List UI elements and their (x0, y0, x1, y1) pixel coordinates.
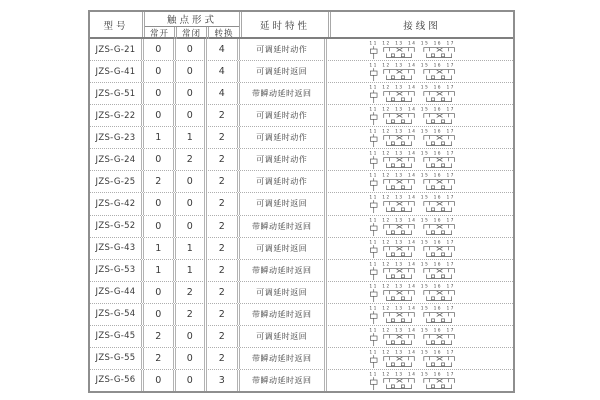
wiring-diagram-cell (327, 326, 513, 347)
table-row (90, 260, 513, 282)
terminal-numbers: 11 12 13 14 15 16 17 (369, 63, 454, 69)
contact-group-2 (424, 268, 455, 278)
changeover-count-cell: 2 (207, 216, 239, 237)
table-row (90, 348, 513, 370)
normally-closed-count-cell: 0 (176, 105, 207, 126)
contact-group-2 (424, 202, 455, 212)
terminal-numbers: 11 12 13 14 15 16 17 (369, 152, 454, 158)
table-row (90, 83, 513, 105)
coil-symbol (370, 68, 377, 81)
changeover-count-cell: 2 (207, 127, 239, 148)
normally-closed-count-cell: 2 (176, 304, 207, 325)
wiring-diagram (329, 105, 511, 126)
delay-characteristic-cell: 带瞬动延时返回 (240, 348, 327, 369)
contact-group-2 (424, 114, 455, 124)
relay-spec-table (88, 10, 515, 393)
changeover-count-cell: 3 (207, 370, 239, 391)
table-row (90, 238, 513, 260)
delay-characteristic-cell: 可调延时动作 (240, 39, 327, 60)
coil-symbol (370, 377, 377, 390)
normally-open-count-cell: 0 (144, 61, 175, 82)
model-cell: JZS-G-55 (90, 348, 144, 369)
delay-characteristic-cell: 可调延时返回 (240, 193, 327, 214)
changeover-count-cell: 2 (207, 348, 239, 369)
normally-closed-count-cell: 0 (176, 171, 207, 192)
contact-group-1 (384, 268, 415, 278)
wiring-diagram-cell (327, 282, 513, 303)
wiring-diagram-cell (327, 127, 513, 148)
delay-characteristic-cell: 可调延时返回 (240, 282, 327, 303)
wiring-diagram (329, 61, 511, 82)
terminal-numbers: 11 12 13 14 15 16 17 (369, 284, 454, 290)
contact-group-1 (384, 334, 415, 344)
wiring-diagram (329, 348, 511, 369)
wiring-diagram (329, 238, 511, 259)
wiring-diagram (329, 149, 511, 170)
wiring-diagram (329, 282, 511, 303)
coil-symbol (370, 245, 377, 258)
terminal-numbers: 11 12 13 14 15 16 17 (369, 218, 454, 224)
normally-open-count-cell: 0 (144, 216, 175, 237)
model-cell: JZS-G-25 (90, 171, 144, 192)
model-cell: JZS-G-52 (90, 216, 144, 237)
wiring-diagram (329, 127, 511, 148)
normally-closed-count-cell: 0 (176, 39, 207, 60)
contact-group-2 (424, 356, 455, 366)
contact-group-2 (424, 158, 455, 168)
normally-closed-count-cell: 1 (176, 238, 207, 259)
normally-open-count-cell: 2 (144, 171, 175, 192)
wiring-diagram-cell (327, 260, 513, 281)
contact-group-2 (424, 136, 455, 146)
wiring-diagram (329, 370, 511, 391)
wiring-diagram (329, 216, 511, 237)
delay-characteristic-cell: 可调延时返回 (240, 326, 327, 347)
wiring-diagram (329, 171, 511, 192)
normally-closed-count-cell: 2 (176, 282, 207, 303)
normally-closed-count-cell: 1 (176, 260, 207, 281)
delay-characteristic-cell: 带瞬动延时返回 (240, 216, 327, 237)
wiring-diagram-cell (327, 61, 513, 82)
changeover-count-cell: 2 (207, 171, 239, 192)
normally-open-count-cell: 0 (144, 149, 175, 170)
table-row (90, 216, 513, 238)
normally-open-count-cell: 2 (144, 348, 175, 369)
normally-open-count-cell: 1 (144, 127, 175, 148)
normally-closed-count-cell: 0 (176, 326, 207, 347)
coil-symbol (370, 289, 377, 302)
coil-symbol (370, 333, 377, 346)
header-normally-open: 常开 (145, 27, 177, 39)
table-header (90, 12, 513, 39)
table-row (90, 127, 513, 149)
normally-closed-count-cell: 0 (176, 370, 207, 391)
terminal-numbers: 11 12 13 14 15 16 17 (369, 372, 454, 378)
model-cell: JZS-G-23 (90, 127, 144, 148)
model-cell: JZS-G-21 (90, 39, 144, 60)
delay-characteristic-cell: 可调延时返回 (240, 61, 327, 82)
coil-symbol (370, 134, 377, 147)
terminal-numbers: 11 12 13 14 15 16 17 (369, 85, 454, 91)
terminal-numbers: 11 12 13 14 15 16 17 (369, 174, 454, 180)
delay-characteristic-cell: 可调延时动作 (240, 171, 327, 192)
contact-group-2 (424, 334, 455, 344)
contact-group-2 (424, 92, 455, 102)
normally-closed-count-cell: 0 (176, 348, 207, 369)
table-row (90, 304, 513, 326)
table-row (90, 370, 513, 391)
normally-open-count-cell: 0 (144, 105, 175, 126)
table-row (90, 61, 513, 83)
delay-characteristic-cell: 可调延时动作 (240, 127, 327, 148)
header-changeover: 转换 (214, 29, 234, 39)
table-row (90, 282, 513, 304)
normally-open-count-cell: 0 (144, 193, 175, 214)
model-cell: JZS-G-24 (90, 149, 144, 170)
normally-open-count-cell: 0 (144, 83, 175, 104)
contact-group-1 (384, 224, 415, 234)
header-delay-characteristic: 延时特性 (242, 12, 331, 37)
terminal-numbers: 11 12 13 14 15 16 17 (369, 306, 454, 312)
wiring-diagram (329, 83, 511, 104)
normally-closed-count-cell: 0 (176, 83, 207, 104)
model-cell: JZS-G-51 (90, 83, 144, 104)
coil-symbol (370, 157, 377, 170)
table-row (90, 39, 513, 61)
table-row (90, 171, 513, 193)
coil-symbol (370, 201, 377, 214)
model-cell: JZS-G-43 (90, 238, 144, 259)
contact-group-2 (424, 48, 455, 58)
model-cell: JZS-G-45 (90, 326, 144, 347)
contact-group-1 (384, 70, 415, 80)
contact-group-1 (384, 136, 415, 146)
wiring-diagram (329, 304, 511, 325)
contact-group-2 (424, 224, 455, 234)
coil-symbol (370, 112, 377, 125)
delay-characteristic-cell: 带瞬动延时返回 (240, 370, 327, 391)
normally-closed-count-cell: 0 (176, 216, 207, 237)
changeover-count-cell: 2 (207, 326, 239, 347)
header-model: 型号 (90, 12, 145, 37)
normally-open-count-cell: 1 (144, 238, 175, 259)
contact-group-1 (384, 290, 415, 300)
changeover-count-cell: 2 (207, 304, 239, 325)
wiring-diagram-cell (327, 304, 513, 325)
normally-closed-count-cell: 0 (176, 61, 207, 82)
table-body (90, 39, 513, 391)
contact-group-1 (384, 312, 415, 322)
contact-group-2 (424, 312, 455, 322)
normally-open-count-cell: 0 (144, 282, 175, 303)
changeover-count-cell: 2 (207, 282, 239, 303)
changeover-count-cell: 2 (207, 149, 239, 170)
contact-group-1 (384, 114, 415, 124)
delay-characteristic-cell: 带瞬动延时返回 (240, 83, 327, 104)
changeover-count-cell: 2 (207, 260, 239, 281)
terminal-numbers: 11 12 13 14 15 16 17 (369, 350, 454, 356)
changeover-count-cell: 4 (207, 83, 239, 104)
wiring-diagram (329, 39, 511, 60)
wiring-diagram-cell (327, 149, 513, 170)
terminal-numbers: 11 12 13 14 15 16 17 (369, 41, 454, 47)
table-row (90, 326, 513, 348)
model-cell: JZS-G-44 (90, 282, 144, 303)
terminal-numbers: 11 12 13 14 15 16 17 (369, 196, 454, 202)
wiring-diagram (329, 326, 511, 347)
coil-symbol (370, 90, 377, 103)
contact-group-1 (384, 246, 415, 256)
delay-characteristic-cell: 带瞬动延时返回 (240, 304, 327, 325)
header-contact-subrow (145, 27, 239, 39)
changeover-count-cell: 2 (207, 105, 239, 126)
normally-closed-count-cell: 0 (176, 193, 207, 214)
terminal-numbers: 11 12 13 14 15 16 17 (369, 240, 454, 246)
contact-group-1 (384, 356, 415, 366)
model-cell: JZS-G-56 (90, 370, 144, 391)
normally-closed-count-cell: 2 (176, 149, 207, 170)
wiring-diagram-cell (327, 370, 513, 391)
changeover-count-cell: 2 (207, 238, 239, 259)
header-normally-closed: 常闭 (177, 27, 209, 39)
header-wiring-diagram: 接线图 (403, 20, 441, 32)
wiring-diagram-cell (327, 216, 513, 237)
normally-closed-count-cell: 1 (176, 127, 207, 148)
wiring-diagram-cell (327, 171, 513, 192)
contact-group-1 (384, 92, 415, 102)
contact-group-1 (384, 158, 415, 168)
wiring-diagram-cell (327, 105, 513, 126)
table-row (90, 149, 513, 171)
header-contact-form: 触点形式 (145, 12, 239, 27)
contact-group-2 (424, 379, 455, 389)
changeover-count-cell: 4 (207, 61, 239, 82)
header-contact-form-group (145, 12, 242, 37)
wiring-diagram-cell (327, 348, 513, 369)
contact-group-1 (384, 48, 415, 58)
model-cell: JZS-G-54 (90, 304, 144, 325)
wiring-diagram-cell (327, 83, 513, 104)
wiring-diagram (329, 260, 511, 281)
contact-group-1 (384, 202, 415, 212)
terminal-numbers: 11 12 13 14 15 16 17 (369, 328, 454, 334)
model-cell: JZS-G-22 (90, 105, 144, 126)
normally-open-count-cell: 0 (144, 304, 175, 325)
normally-open-count-cell: 2 (144, 326, 175, 347)
model-cell: JZS-G-53 (90, 260, 144, 281)
changeover-count-cell: 4 (207, 39, 239, 60)
normally-open-count-cell: 0 (144, 370, 175, 391)
coil-symbol (370, 267, 377, 280)
delay-characteristic-cell: 可调延时动作 (240, 149, 327, 170)
terminal-numbers: 11 12 13 14 15 16 17 (369, 107, 454, 113)
model-cell: JZS-G-41 (90, 61, 144, 82)
contact-group-2 (424, 70, 455, 80)
delay-characteristic-cell: 可调延时动作 (240, 105, 327, 126)
table-row (90, 193, 513, 215)
contact-group-1 (384, 379, 415, 389)
terminal-numbers: 11 12 13 14 15 16 17 (369, 130, 454, 136)
wiring-diagram-cell (327, 39, 513, 60)
wiring-diagram (329, 193, 511, 214)
contact-group-2 (424, 246, 455, 256)
wiring-diagram-cell (327, 238, 513, 259)
coil-symbol (370, 46, 377, 59)
contact-group-2 (424, 290, 455, 300)
contact-group-1 (384, 180, 415, 190)
coil-symbol (370, 311, 377, 324)
contact-group-2 (424, 180, 455, 190)
coil-symbol (370, 179, 377, 192)
terminal-numbers: 11 12 13 14 15 16 17 (369, 262, 454, 268)
delay-characteristic-cell: 带瞬动延时返回 (240, 260, 327, 281)
changeover-count-cell: 2 (207, 193, 239, 214)
wiring-diagram-cell (327, 193, 513, 214)
normally-open-count-cell: 1 (144, 260, 175, 281)
coil-symbol (370, 355, 377, 368)
table-row (90, 105, 513, 127)
model-cell: JZS-G-42 (90, 193, 144, 214)
coil-symbol (370, 223, 377, 236)
delay-characteristic-cell: 可调延时返回 (240, 238, 327, 259)
normally-open-count-cell: 0 (144, 39, 175, 60)
